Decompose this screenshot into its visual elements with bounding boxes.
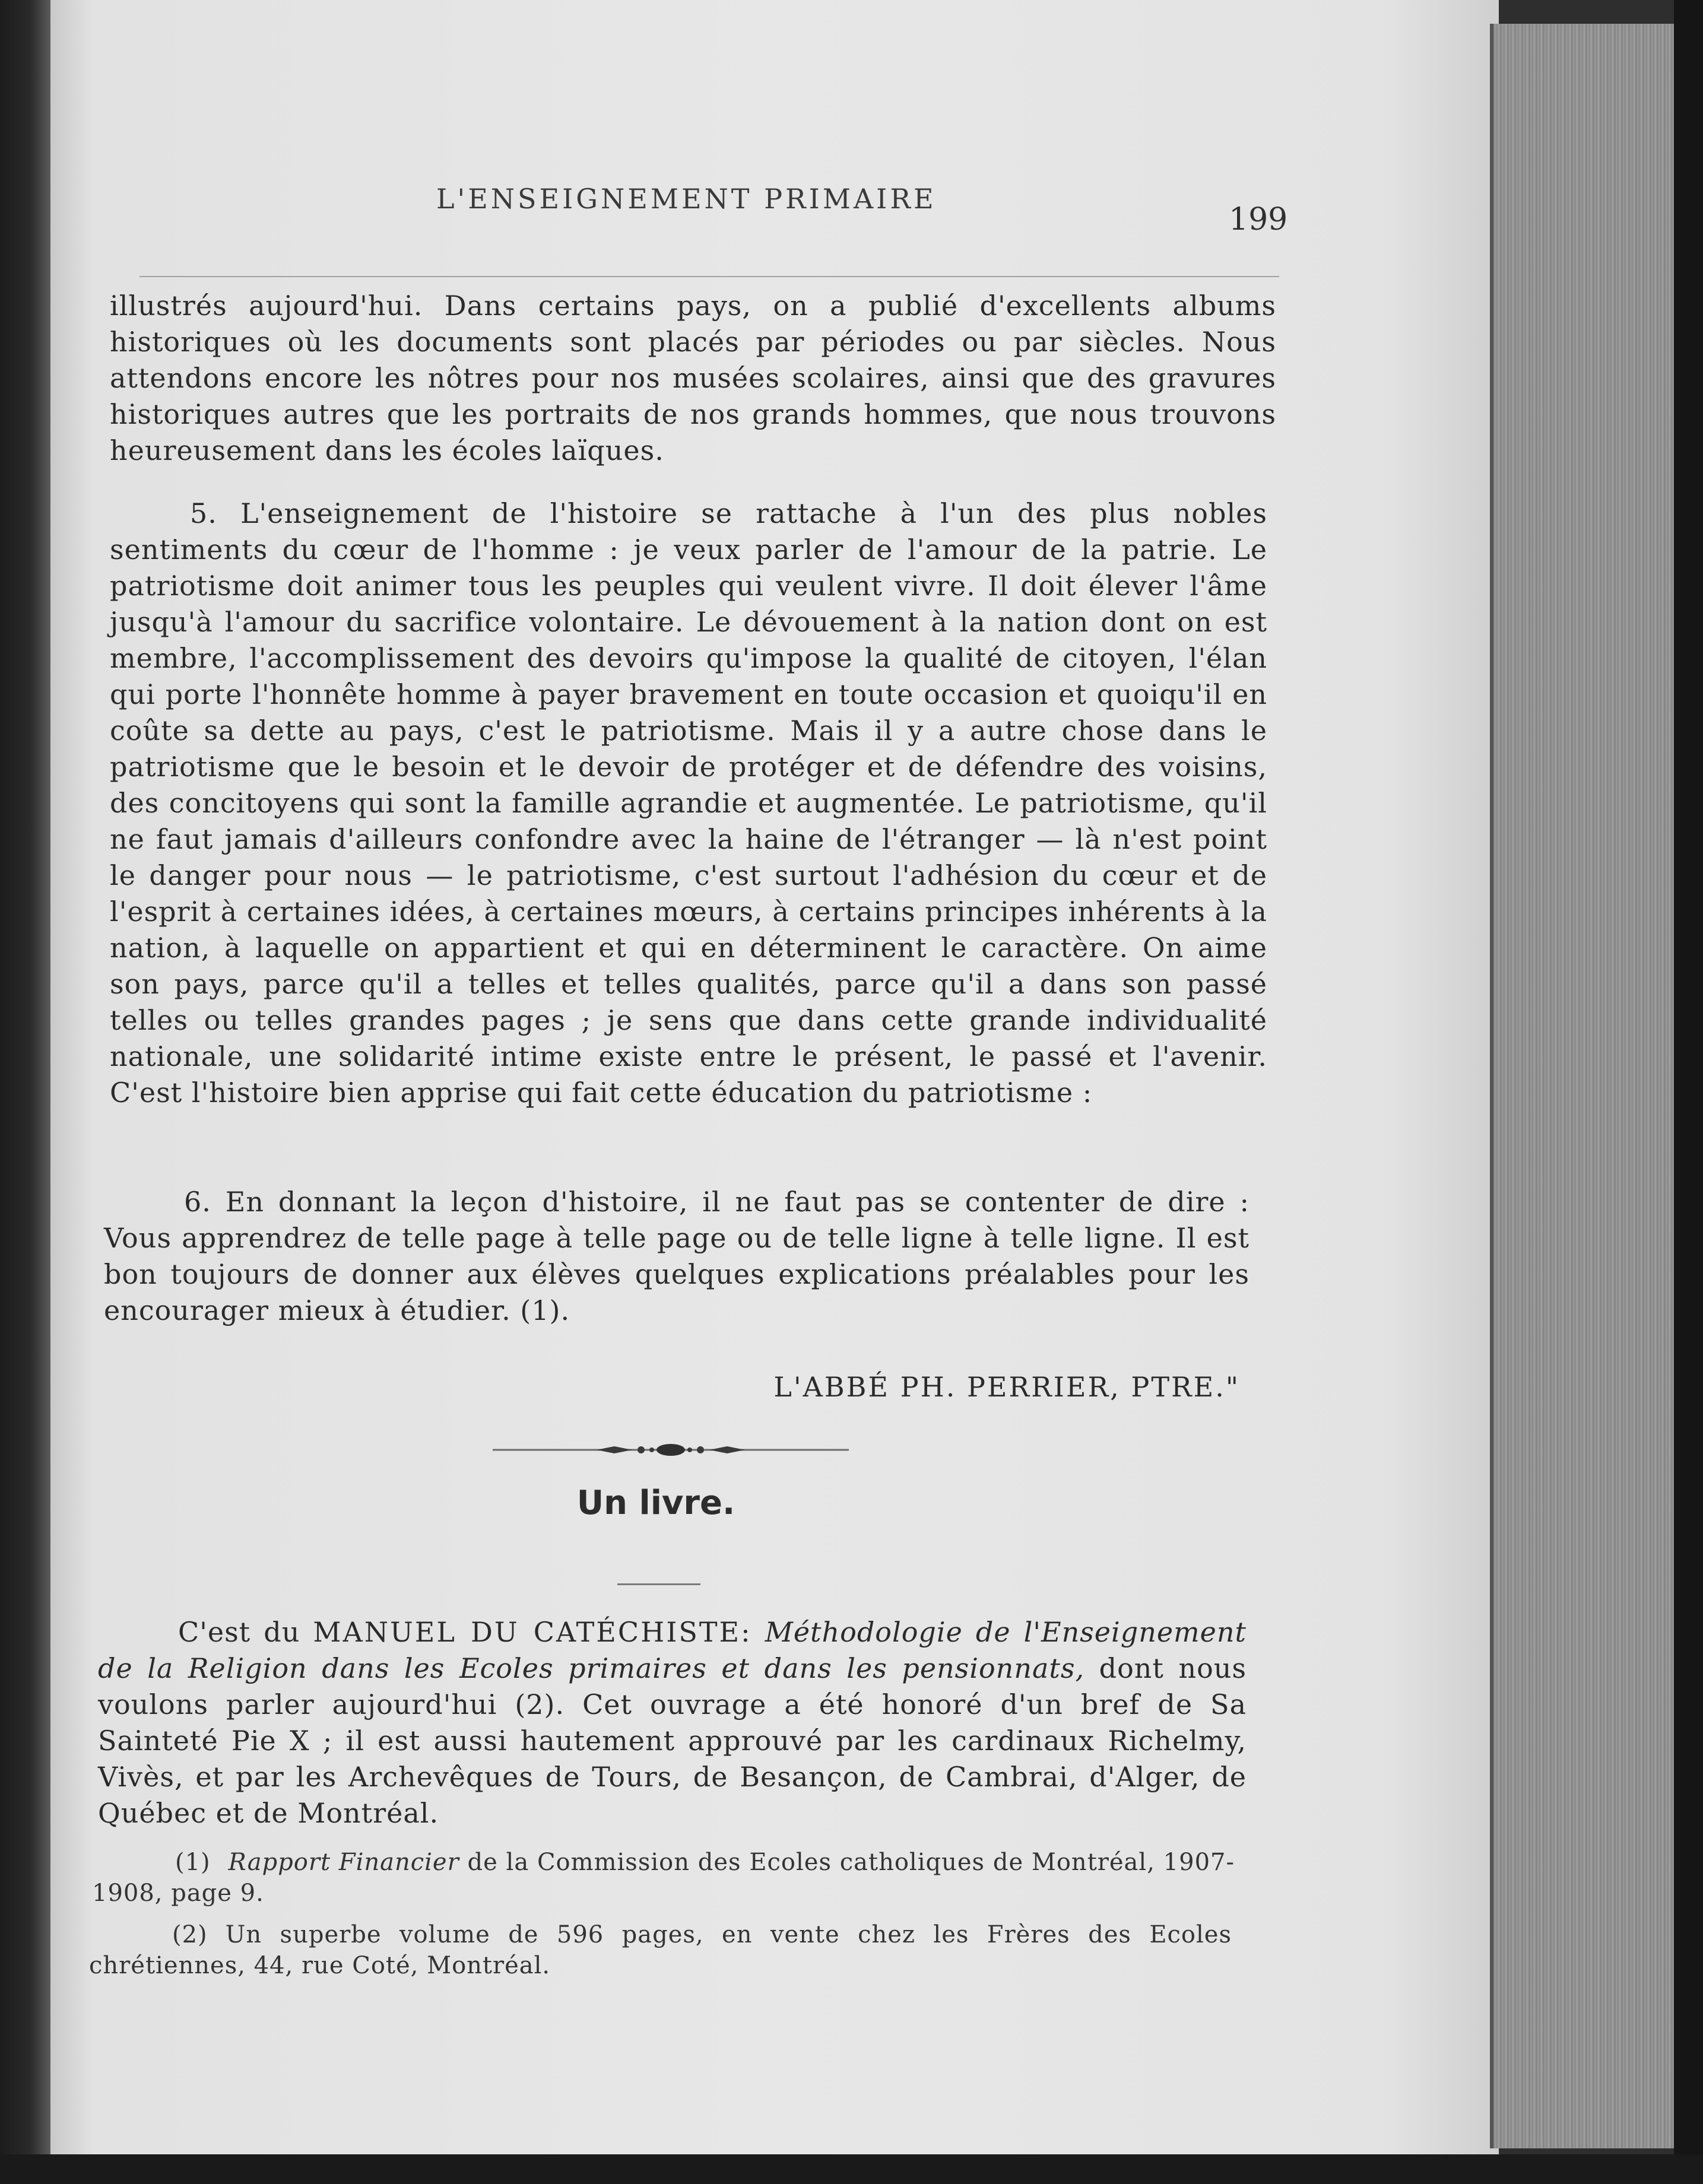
- footnote-text: Un superbe volume de 596 pages, en vente chez les Frères des Ecoles chrétiennes, 44, rue Coté, Montréal.: [89, 1921, 1232, 1979]
- para-lead: C'est du: [178, 1616, 300, 1648]
- page-number: 199: [1229, 202, 1288, 237]
- footnote-mark: (1): [175, 1849, 211, 1876]
- source-name: MANUEL DU CATÉCHISTE:: [313, 1616, 752, 1648]
- paragraph-6-lecon: 6. En donnant la leçon d'histoire, il ne faut pas se contenter de dire : Vous apprendrez de telle page à telle page ou de telle ligne à telle ligne. Il est bon toujours de donner aux élèves quelques explications préalables pour les encourager mieux à étudier. (1).: [104, 1186, 1249, 1326]
- footnote-mark: (2): [172, 1921, 208, 1948]
- ornament-divider: [493, 1433, 849, 1466]
- right-border: [1674, 0, 1703, 2184]
- bottom-border: [0, 2154, 1703, 2184]
- footnote-2: [89, 1919, 1232, 1981]
- para-rest: dont nous voulons parler aujourd'hui (2). Cet ouvrage a été honoré d'un bref de Sa Sainteté Pie X ; il est aussi hautement approuvé par les cardinaux Richelmy, Vivès, et par les Archevêques de Tours, de Besançon, de Cambrai, d'Alger, de Québec et de Montréal.: [98, 1652, 1247, 1829]
- author-signature: L'ABBÉ PH. PERRIER, PTRE.": [773, 1371, 1240, 1403]
- section-title: Un livre.: [576, 1484, 735, 1522]
- running-title: L'ENSEIGNEMENT PRIMAIRE: [436, 183, 937, 215]
- book-title: Méthodologie de l'Enseignement de la Religion dans les Ecoles primaires et dans les pensionnats,: [98, 1616, 1247, 1684]
- paragraph-manuel: [98, 1614, 1247, 1831]
- footnote-text: de la Commission des Ecoles catholiques de Montréal, 1907-1908, page 9.: [92, 1849, 1235, 1907]
- paragraph-5-patriotisme: 5. L'enseignement de l'histoire se rattache à l'un des plus nobles sentiments du cœur de l'homme : je veux parler de l'amour de la patrie. Le patriotisme doit animer tous les peuples qui veulent vivre. Il doit élever l'âme jusqu'à l'amour du sacrifice volontaire. Le dévouement à la nation dont on est membre, l'accomplissement des devoirs qu'impose la qualité de citoyen, l'élan qui porte l'honnête homme à payer bravement en toute occasion et quoiqu'il en coûte sa dette au pays, c'est le patriotisme. Mais il y a autre chose dans le patriotisme que le besoin et le devoir de protéger et de défendre des voisins, des concitoyens qui sont la famille agrandie et augmentée. Le patriotisme, qu'il ne faut jamais d'ailleurs confondre avec la haine de l'étranger — là n'est point le danger pour nous — le patriotisme, c'est surtout l'adhésion du cœur et de l'esprit à certaines idées, à certaines mœurs, à certains principes inhérents à la nation, à laquelle on appartient et qui en déterminent le caractère. On aime son pays, parce qu'il a telles et telles qualités, parce qu'il a dans son passé telles ou telles grandes pages ; je sens que dans cette grande individualité nationale, une solidarité intime existe entre le présent, le passé et l'avenir. C'est l'histoire bien apprise qui fait cette éducation du patriotisme :: [110, 497, 1267, 1109]
- paragraph-illustres: illustrés aujourd'hui. Dans certains pays, on a publié d'excellents albums historiques où les documents sont placés par périodes ou par siècles. Nous attendons encore les nôtres pour nos musées scolaires, ainsi que des gravures historiques autres que les portraits de nos grands hommes, que nous trouvons heureusement dans les écoles laïques.: [110, 290, 1276, 466]
- book-gutter-shadow: [0, 0, 56, 2184]
- footnote-1: [92, 1847, 1235, 1909]
- title-rule: [617, 1583, 700, 1585]
- header-rule: [139, 276, 1279, 277]
- page-edge-stack: [1490, 24, 1677, 2148]
- footnote-italic: Rapport Financier: [228, 1849, 459, 1876]
